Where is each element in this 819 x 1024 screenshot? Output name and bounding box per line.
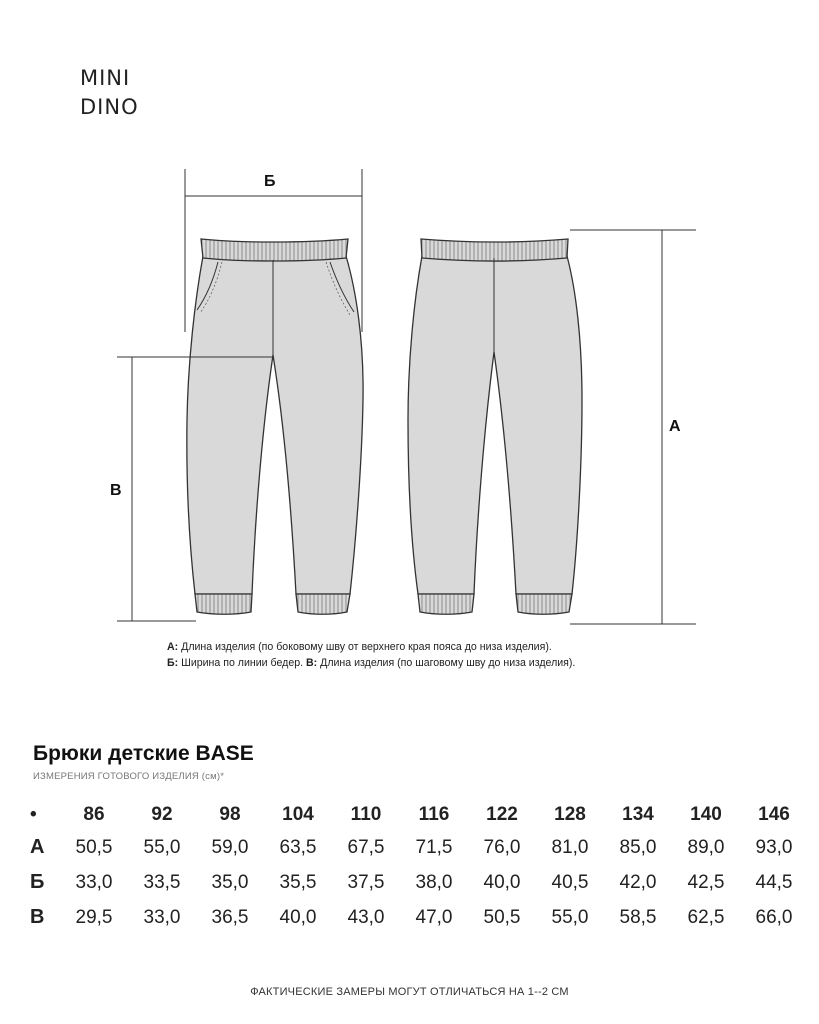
table-cell: 35,5 (279, 871, 317, 893)
table-cell: 66,0 (755, 906, 793, 928)
legend-text-a: Длина изделия (по боковому шву от верхнего края пояса до низа изделия). (181, 641, 552, 653)
table-cell: 67,5 (347, 836, 385, 858)
brand-logo-line2: DINO (80, 95, 139, 119)
table-row (24, 830, 808, 865)
dimension-label-v: В (110, 482, 122, 499)
table-cell: 29,5 (75, 906, 113, 928)
legend-text-v: Длина изделия (по шаговому шву до низа изделия). (320, 657, 576, 669)
table-cell: 55,0 (551, 906, 589, 928)
size-header: 98 (219, 804, 241, 825)
size-table (24, 800, 808, 935)
back-cuff-right (516, 594, 572, 614)
table-row (24, 865, 808, 900)
back-body (408, 256, 582, 594)
table-cell: 43,0 (347, 906, 385, 928)
table-cell: 62,5 (687, 906, 725, 928)
row-label: В (30, 906, 45, 928)
table-cell: 50,5 (483, 906, 521, 928)
size-header: 128 (554, 804, 586, 825)
row-label: А (30, 836, 45, 858)
dimension-label-a: А (669, 418, 681, 435)
product-title: Брюки детские BASE (33, 742, 254, 765)
size-header: 134 (622, 804, 654, 825)
table-cell: 38,0 (415, 871, 453, 893)
back-cuff-left (418, 594, 474, 614)
size-table-corner: • (30, 804, 37, 825)
table-cell: 33,5 (143, 871, 181, 893)
footer-disclaimer: ФАКТИЧЕСКИЕ ЗАМЕРЫ МОГУТ ОТЛИЧАТЬСЯ НА 1--2 СМ (250, 986, 569, 998)
size-header: 116 (418, 804, 450, 825)
legend-text-b: Ширина по линии бедер. (181, 657, 304, 669)
table-cell: 71,5 (415, 836, 453, 858)
size-header: 86 (83, 804, 105, 825)
size-header: 110 (350, 804, 382, 825)
pants-front-view (187, 239, 363, 614)
table-cell: 42,5 (687, 871, 725, 893)
legend-key-v: В: (306, 657, 318, 669)
table-cell: 50,5 (75, 836, 113, 858)
table-row (24, 900, 808, 935)
front-cuff-left (195, 594, 252, 614)
front-body (187, 256, 363, 594)
size-header: 92 (151, 804, 173, 825)
front-cuff-right (296, 594, 350, 614)
table-cell: 33,0 (143, 906, 181, 928)
legend-key-b: Б: (167, 657, 179, 669)
brand-logo-line1: MINI (80, 66, 131, 90)
table-cell: 37,5 (347, 871, 385, 893)
table-cell: 89,0 (687, 836, 725, 858)
pants-back-view (408, 239, 582, 614)
table-cell: 81,0 (551, 836, 589, 858)
size-header: 122 (486, 804, 518, 825)
row-label: Б (30, 871, 45, 893)
table-cell: 44,5 (755, 871, 793, 893)
table-cell: 55,0 (143, 836, 181, 858)
table-cell: 33,0 (75, 871, 113, 893)
table-cell: 40,0 (483, 871, 521, 893)
table-cell: 40,0 (279, 906, 317, 928)
legend-line-a (167, 639, 575, 655)
table-cell: 36,5 (211, 906, 249, 928)
measurement-legend (167, 639, 575, 671)
table-cell: 59,0 (211, 836, 249, 858)
legend-line-bv (167, 655, 575, 671)
size-header: 146 (758, 804, 790, 825)
size-header: 140 (690, 804, 722, 825)
legend-key-a: А: (167, 641, 179, 653)
table-cell: 76,0 (483, 836, 521, 858)
product-subtitle: ИЗМЕРЕНИЯ ГОТОВОГО ИЗДЕЛИЯ (см)* (33, 771, 225, 782)
front-waistband (201, 239, 348, 261)
table-cell: 42,0 (619, 871, 657, 893)
table-cell: 85,0 (619, 836, 657, 858)
table-cell: 47,0 (415, 906, 453, 928)
table-cell: 58,5 (619, 906, 657, 928)
back-waistband (421, 239, 568, 261)
table-cell: 63,5 (279, 836, 317, 858)
table-cell: 40,5 (551, 871, 589, 893)
size-table-header (24, 800, 808, 830)
dimension-label-b: Б (264, 173, 276, 190)
table-cell: 35,0 (211, 871, 249, 893)
size-header: 104 (282, 804, 314, 825)
table-cell: 93,0 (755, 836, 793, 858)
